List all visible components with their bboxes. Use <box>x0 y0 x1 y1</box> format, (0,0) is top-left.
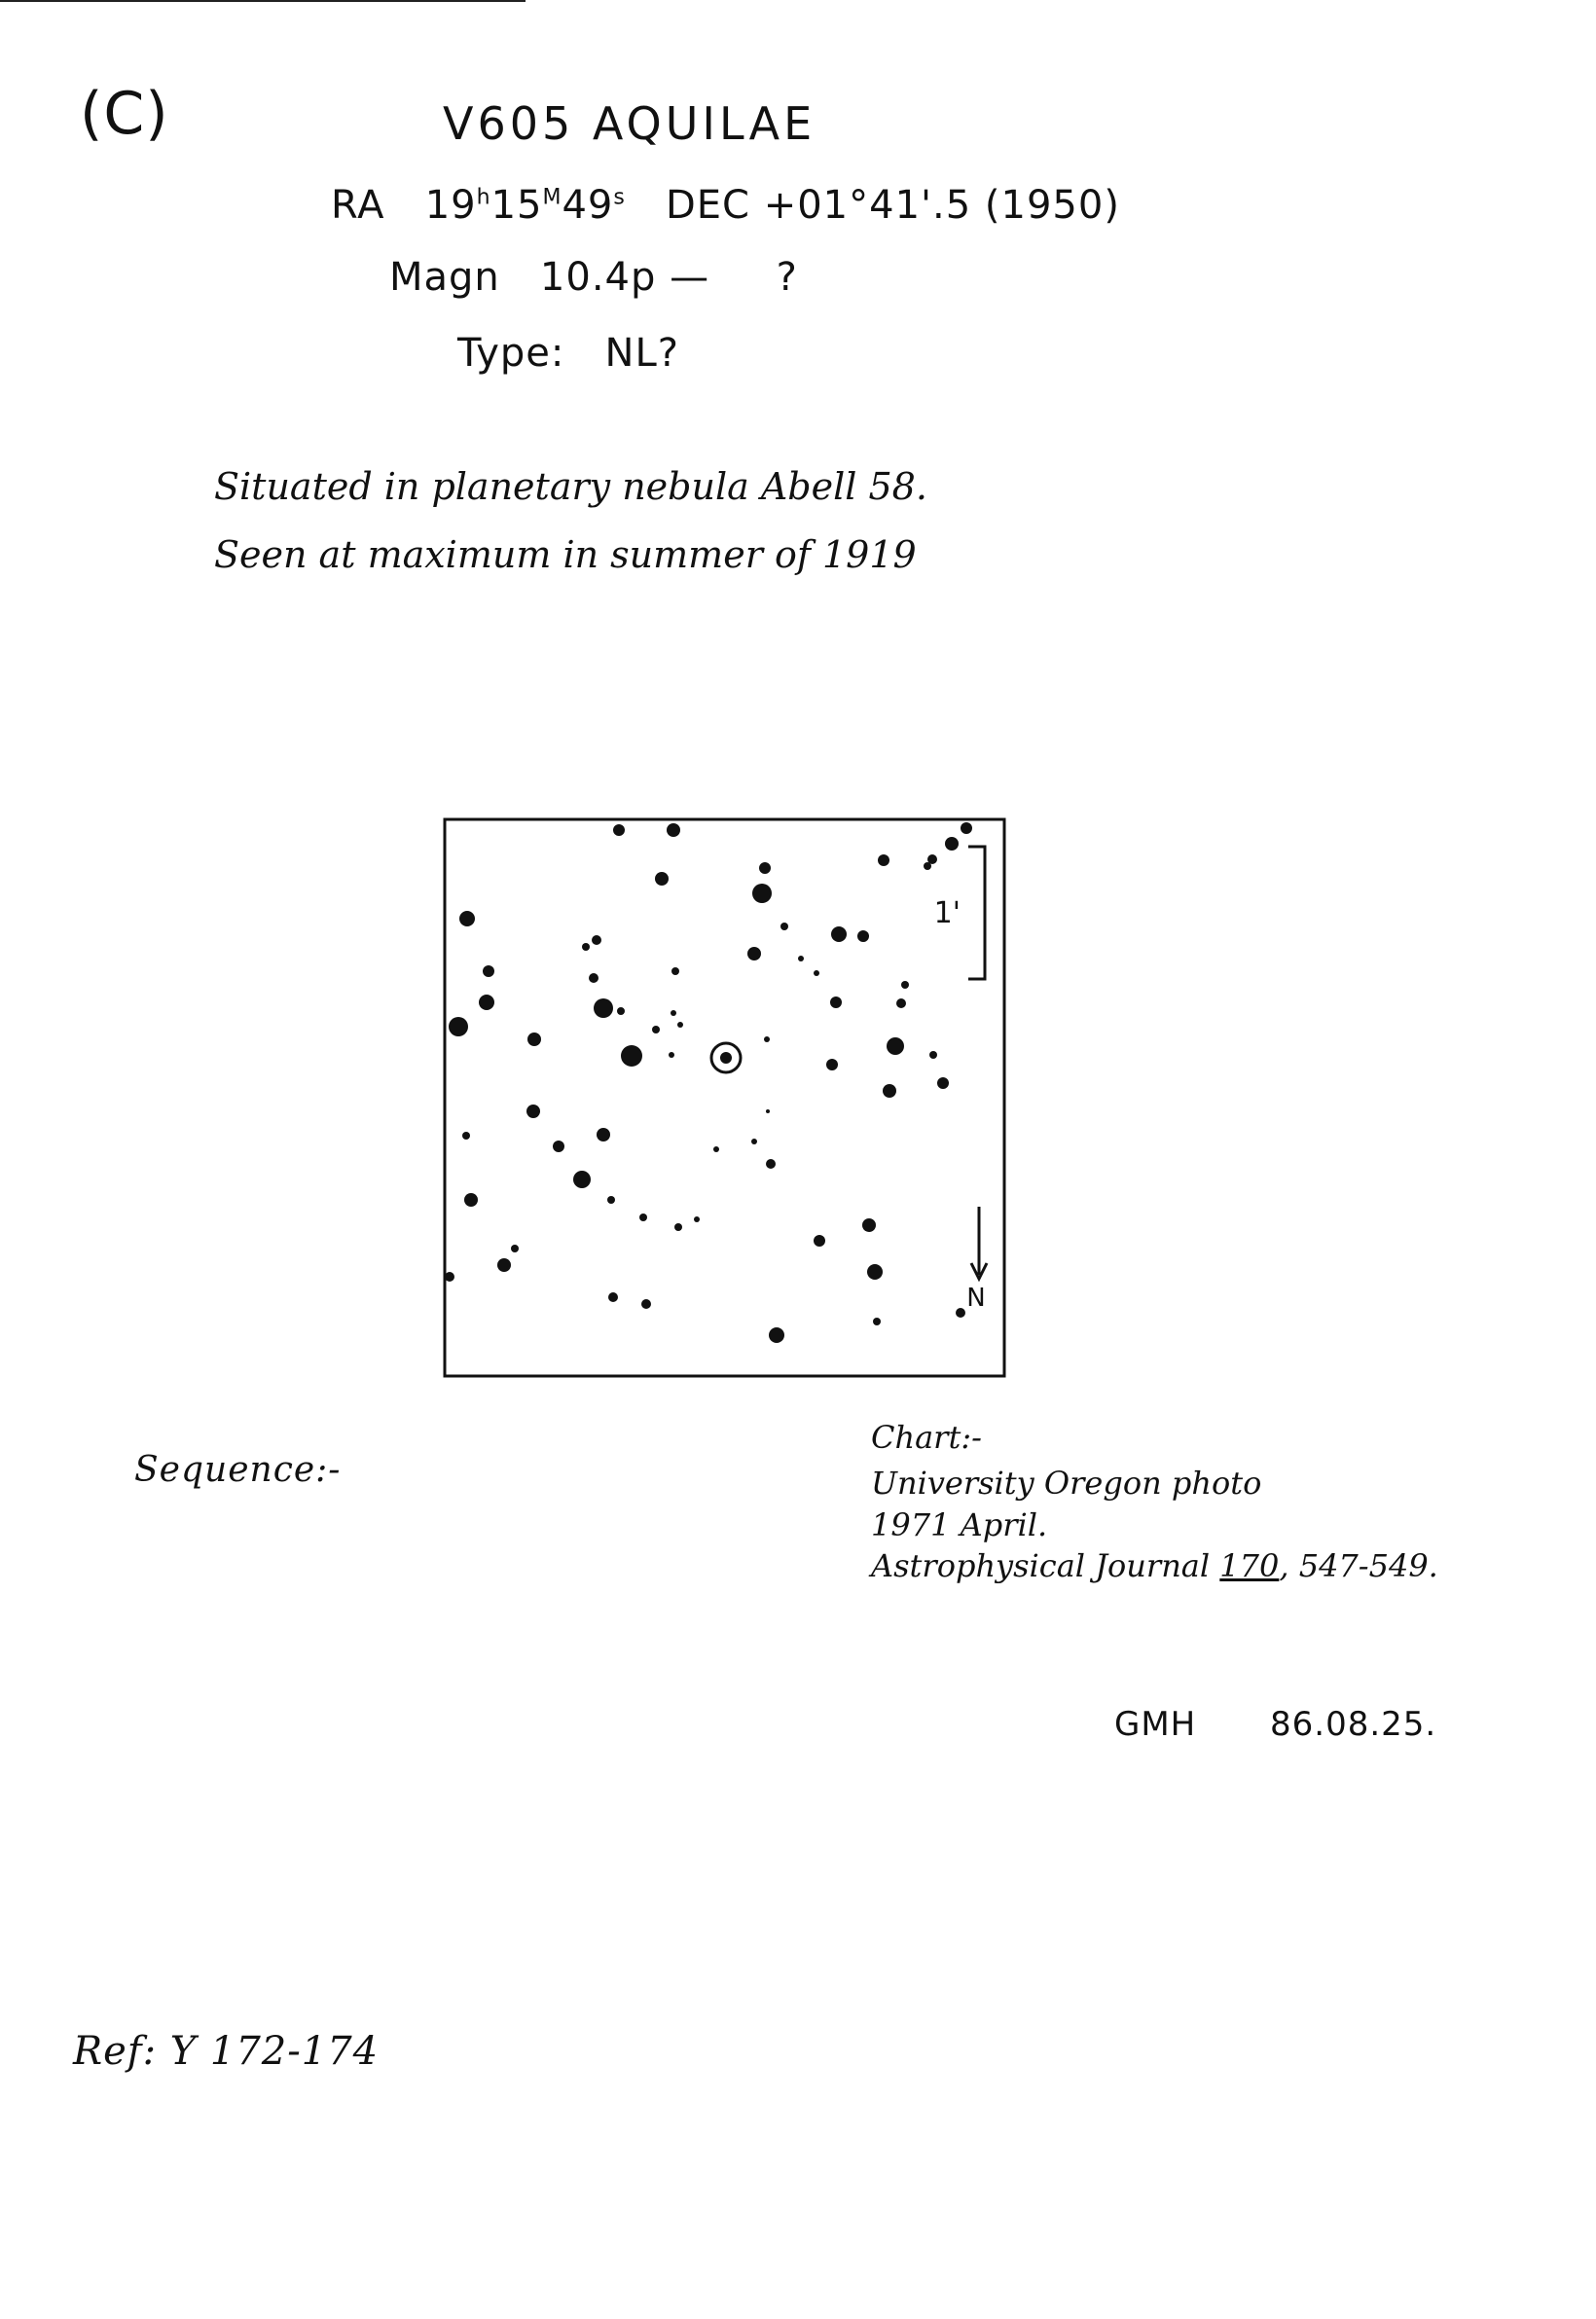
ra-hours-unit: h <box>476 185 491 210</box>
note-line: Seen at maximum in summer of 1919 <box>214 533 917 576</box>
star-name: V605 AQUILAE <box>443 97 816 150</box>
top-edge-line <box>0 0 526 2</box>
ra-hours: 19 <box>424 183 477 228</box>
chart-source-line: University Oregon photo <box>871 1465 1262 1502</box>
coordinates-line <box>331 183 1120 228</box>
ra-label: RA <box>331 183 385 228</box>
finder-chart <box>443 817 1017 1382</box>
type-label: Type: <box>457 331 565 376</box>
magnitude-line <box>389 255 798 300</box>
ra-minutes-unit: M <box>542 185 562 210</box>
epoch: (1950) <box>984 183 1120 228</box>
north-arrow <box>966 1207 987 1313</box>
chart-frame <box>445 819 1004 1376</box>
category-label: (C) <box>80 80 169 148</box>
dec-value: +01°41'.5 <box>763 183 972 228</box>
type-line <box>457 331 679 376</box>
magnitude-min: ? <box>776 255 798 300</box>
journal-reference <box>871 1547 1438 1584</box>
journal-name: Astrophysical Journal <box>871 1547 1211 1584</box>
chart-source-heading: Chart:- <box>871 1419 982 1456</box>
variable-star-marker <box>711 1043 741 1072</box>
journal-volume: 170 <box>1219 1547 1280 1584</box>
reference: Ref: Y 172-174 <box>73 2029 380 2074</box>
field-stars <box>445 822 972 1343</box>
journal-pages: , 547-549. <box>1279 1547 1438 1584</box>
magnitude-label: Magn <box>389 255 500 300</box>
ra-seconds: 49 <box>562 183 614 228</box>
scale-label: 1' <box>933 896 961 930</box>
author-initials: GMH <box>1114 1705 1197 1744</box>
ra-seconds-unit: s <box>613 185 626 210</box>
ra-minutes: 15 <box>490 183 543 228</box>
scale-bar <box>934 847 985 979</box>
sequence-label: Sequence:- <box>134 1450 342 1490</box>
note-line: Situated in planetary nebula Abell 58. <box>214 465 927 508</box>
magnitude-value: 10.4p — <box>539 255 710 300</box>
type-value: NL? <box>604 331 679 376</box>
chart-source-line: 1971 April. <box>871 1506 1048 1543</box>
north-label: N <box>966 1284 986 1313</box>
dec-label: DEC <box>665 183 750 228</box>
date: 86.08.25. <box>1270 1705 1437 1744</box>
